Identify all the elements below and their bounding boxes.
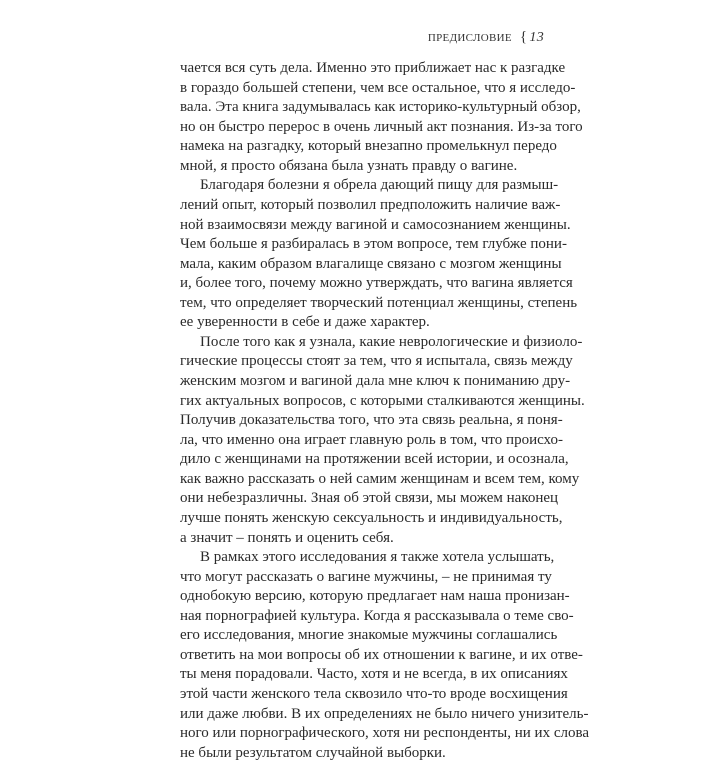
text-line: мала, каким образом влагалище связано с мозгом женщины <box>180 255 562 272</box>
text-line: ного или порнографического, хотя ни респонденты, ни их слова <box>180 725 589 742</box>
text-line: его исследования, многие знакомые мужчины соглашались <box>180 627 558 644</box>
text-line: Получив доказательства того, что эта связь реальна, я поня- <box>180 412 563 429</box>
text-line: чается вся суть дела. Именно это приближает нас к разгадке <box>180 60 566 76</box>
text-line: ее уверенности в себе и даже характер. <box>180 314 430 331</box>
text-line: и, более того, почему можно утверждать, что вагина является <box>180 275 573 292</box>
text-line: вала. Эта книга задумывалась как историко-культурный обзор, <box>180 99 581 116</box>
page-number: 13 <box>529 30 544 45</box>
text-line: но он быстро перерос в очень личный акт познания. Из-за того <box>180 118 583 135</box>
text-line: лучше понять женскую сексуальность и индивидуальность, <box>180 509 563 526</box>
text-line: что могут рассказать о вагине мужчины, – не принимая ту <box>180 568 552 585</box>
text-line: ты меня порадовали. Часто, хотя и не всегда, в их описаниях <box>180 666 568 683</box>
text-line: После того как я узнала, какие неврологические и физиоло- <box>200 333 583 350</box>
text-line: ной взаимосвязи между вагиной и самосознанием женщины. <box>180 216 571 233</box>
page-body-text <box>180 59 589 763</box>
text-line: дило с женщинами на протяжении всей истории, и осознала, <box>180 451 569 468</box>
text-line: Чем больше я разбиралась в этом вопросе, тем глубже пони- <box>180 236 567 253</box>
text-line: однобокую версию, которую предлагает нам наша пронизан- <box>180 588 570 605</box>
paragraph <box>180 333 585 548</box>
text-line: лений опыт, который позволил предположить наличие важ- <box>180 196 561 213</box>
text-line: этой части женского тела сквозило что-то вроде восхищения <box>180 686 568 702</box>
text-line: гих актуальных вопросов, с которыми сталкиваются женщины. <box>180 392 585 409</box>
text-line: они небезразличны. Зная об этой связи, мы можем наконец <box>180 490 559 507</box>
brace-ornament: { <box>519 29 528 45</box>
text-line: женским мозгом и вагиной дала мне ключ к пониманию дру- <box>180 373 571 389</box>
section-title: ПРЕДИСЛОВИЕ <box>427 32 512 44</box>
text-line: гические процессы стоят за тем, что я испытала, связь между <box>180 353 573 370</box>
text-line: ная порнографией культура. Когда я рассказывала о теме сво- <box>180 607 574 624</box>
text-line: Благодаря болезни я обрела дающий пищу для размыш- <box>200 177 559 194</box>
text-line: тем, что определяет творческий потенциал женщины, степень <box>180 294 578 311</box>
text-line: а значит – понять и оценить себя. <box>180 529 394 546</box>
text-line: мной, я просто обязана была узнать правду о вагине. <box>180 157 518 174</box>
paragraph <box>180 59 583 176</box>
text-line: В рамках этого исследования я также хотела услышать, <box>200 549 555 566</box>
text-line: или даже любви. В их определениях не было ничего унизитель- <box>180 705 589 722</box>
text-line: как важно рассказать о ней самим женщинам и всем тем, кому <box>180 470 580 487</box>
paragraph <box>180 548 589 763</box>
paragraph <box>180 176 578 333</box>
running-header <box>428 29 544 46</box>
text-line: намека на разгадку, который внезапно промелькнул передо <box>180 138 557 155</box>
text-line: ответить на мои вопросы об их отношении к вагине, и их отве- <box>180 646 583 663</box>
text-line: в гораздо большей степени, чем все остальное, что я исследо- <box>180 79 576 96</box>
text-line: не были результатом случайной выборки. <box>180 744 446 761</box>
text-line: ла, что именно она играет главную роль в том, что происхо- <box>180 431 563 448</box>
